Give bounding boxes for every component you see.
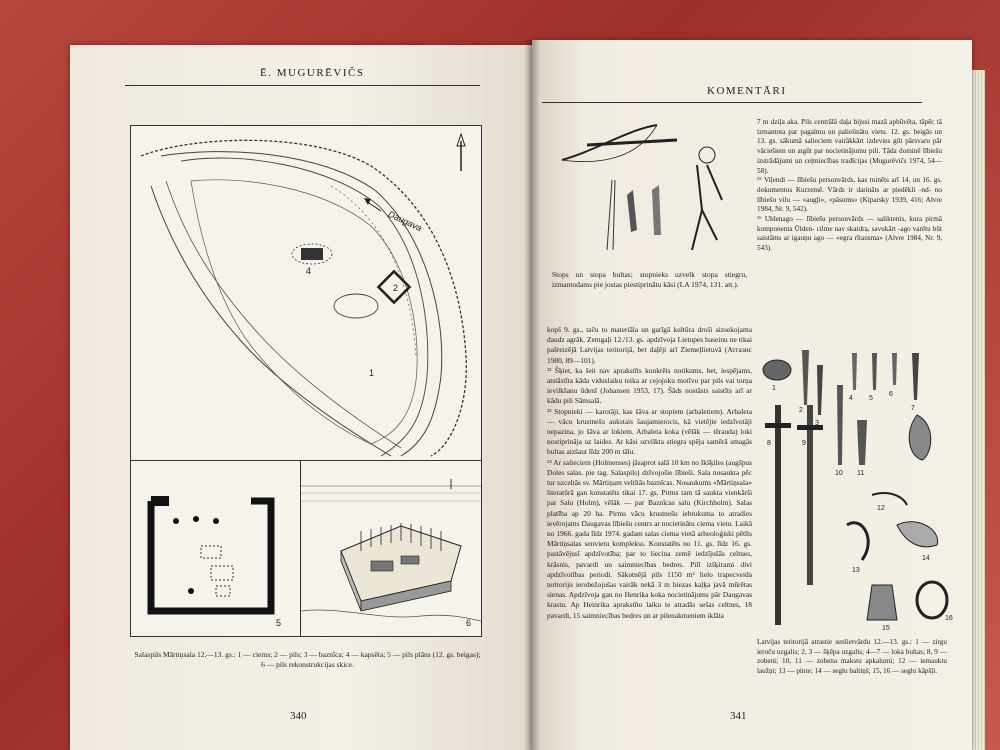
castle-reconstruction-drawing <box>301 461 481 636</box>
artifact-number-label: 9 <box>802 440 806 447</box>
running-head-left: Ē. MUGURĒVIČS <box>260 67 365 79</box>
artifact-number-label: 16 <box>945 615 953 622</box>
header-rule-right <box>542 102 922 103</box>
artifact-number-label: 7 <box>911 405 915 412</box>
site-map-figure <box>130 125 482 462</box>
artifact-number-label: 14 <box>922 555 930 562</box>
left-figure-caption <box>120 650 495 670</box>
artifacts-drawing <box>757 345 957 635</box>
artifact-number-label: 11 <box>857 470 865 477</box>
notes-column-top: 7 m dziļa aka. Pils centrālā daļa bijusi mazā apbūvēta, tāpēc tā izmantota par pagalmu un palielinātu vietu. 12. gs. beigās un 13. gs. sākumā salieciem vairākkārt izdevies gūt pārsvaru pār vāciešiem un atgūt par nocietinājumu pili. Tāda dominē lībiešu izstrādājumi un ceļmiecības tradīcijas (Mugurēvičs 1974, 54—58). ¹⁵ Viļendi — lībiešu personvārds, kas minēts arī 14. un 16. gs. dokumentos Kurzemē. Vārds ir darināts ar piedēkli -nd- no lībiešu vilu — «augļi», «pāsums» (Kiparsky 1939, 416; Alvre 1984, Nr. 9, 542). ¹⁶ Uldenago — lībiešu personvārds — saliktenis, kura pirmā komponenta Ūlden- cilme nav skaidra, savukārt -ago varētu būt saistāms ar igauņu ago — «egra rītausma» (Alvre 1984, Nr. 9, 543). <box>757 118 942 253</box>
artifact-number-label: 4 <box>849 395 853 402</box>
artifact-number-label: 1 <box>772 385 776 392</box>
crossbow-caption: Stops un stopa bultas; stopnieks uzvelk stopa stiegru, izmantodams pie jostas piestiprinātu kāsi (LA 1974, 131. att.). <box>552 270 747 289</box>
artifact-number-label: 12 <box>877 505 885 512</box>
caption-line-1: Salaspils Mārtiņsala 12.—13. gs.: 1 — ciems; 2 — pils; 3 — baznīca; 4 — kapsēta; 5 — pils plāns (12. gs. beigas); <box>134 650 481 659</box>
map-label-5: 5 <box>276 618 282 628</box>
page-number-left: 340 <box>290 710 307 722</box>
artifacts-caption: Latvijas teritorijā atrastie senlietvārdu 12.—13. gs.: 1 — zirgu ieroču uzgalis; 2, 3 — šķēpa uzgalis; 4—7 — loka bultas; 8, 9 — zobeni; 10, 11 — zobena makstu apkalumi; 12 — iemauktu laužņi; 13 — pinte; 14 — seglu baltiņš; 15, 16 — seglu kāpšļi. <box>757 638 947 676</box>
map-label-1: 1 <box>369 368 375 378</box>
artifacts-figure <box>757 345 957 635</box>
commentary-text-column: kopš 9. gs., taču to materiāla un garīgā kultūra droši aizsekojama daudz agrāk. Zemgaļi 12./13. gs. apdzīvoja Lietupes baseinu ne tikai pašreizējā Latvijas teritorijā, bet daļēji arī Ziemeļlietuvā (Атгазис 1980, 89—101). ²² Šķiet, ka šeit nav aprakstīts konkrēts notikums, bet, iespējams, atstāstīta kāda viduslaiku teika ar cejojoku motīvu par pils vai torņa ievilkšanu ūdenī (Johansen 1953, 17). Šāds nostāsts saistīts arī ar kādu pili Sāmsalā. ²³ Stopnieki — karotāji, kas šāva ar stopiem (arbaletiem). Arbaleta — vācu krustnešu aukstais šaujamierocis, kā vietējie iedzīvotāji nepazina, jo šāva ar lokiem. Arbaleta koka (vēlāk — tērauda) loki nostiprināja uz laides. Ar kāsi uzvilkta stiegra spēja samērā smagās bultas aizšaut līdz 200 m tālu. ²⁴ Ar salieciem (Holmenses) jāsaprot salā 10 km no Ikšķiles (augšpus Doles salas, pie tag. Salaspils) dzīvojošie lībieši. Sala nosaukta pēc tur uzceltās sv. Mārtiņam veltītās baznīcas. Nosaukums «Mārtiņsala» literatūrā gan konstatēts tikai 17. gs. Pirms tam tā saukta vienkārši par Salu (Holm), vēlāk — par Baznīcas salu (Kirchholm). Salas platība ap 20 ha. Pirms vācu krustnešu iebrukuma to atradies ievērojams Daugavas lībiešu centrs ar nocietinātu ciema vietu. Laikā no 1966. gada līdz 1974. gadam salas ciema vietā arheoloģiski pētīts Mārtiņsalas senvietu komplekss. Konstatēts no 11. gs. līdz 16. gs. pastāvējusī apdzīvotība; par to liecina zemē iedzījušās celtnes, krāsnis, pavardi un saimniecības bedres. Pilī izšķirami divi apdzīvotības periodi. Sākotnējā pils 1150 m² lielo trapecveida teritoriju ierobežojušas vairāk nekā 3 m biezas kaļķa javā mūrētas sienas. Apdzīvoja gan no Henrika koka nocietinājums pār Daugavas krastu. Ap Heinrika aprakstīto laiku te atradās sešas celtnes, 18 pavardi, 15 saimniecības bedres un ar pilenakmeniem iklāta <box>547 325 752 620</box>
site-map-drawing <box>131 126 481 461</box>
caption-line-2: 6 — pils rekonstrukcijas skice. <box>261 660 354 669</box>
artifact-number-label: 3 <box>815 420 819 427</box>
artifact-number-label: 6 <box>889 391 893 398</box>
artifact-number-label: 15 <box>882 625 890 632</box>
castle-plan-figure <box>130 460 302 637</box>
book-gutter <box>524 40 540 750</box>
crossbow-drawing <box>557 120 742 270</box>
castle-plan-drawing <box>131 461 301 636</box>
map-label-4: 4 <box>306 266 312 276</box>
artifact-number-label: 8 <box>767 440 771 447</box>
castle-reconstruction-figure <box>300 460 482 637</box>
right-page <box>532 40 972 750</box>
page-number-right: 341 <box>730 710 747 722</box>
artifact-number-label: 5 <box>869 395 873 402</box>
crossbow-figure <box>557 120 742 270</box>
artifact-number-label: 10 <box>835 470 843 477</box>
artifact-number-label: 13 <box>852 567 860 574</box>
map-label-2: 2 <box>393 283 399 293</box>
artifact-number-label: 2 <box>799 407 803 414</box>
map-label-6: 6 <box>466 618 472 628</box>
running-head-right: KOMENTĀRI <box>707 85 787 97</box>
river-label: Daugava <box>386 208 424 234</box>
header-rule-left <box>125 85 480 86</box>
left-page <box>70 45 532 750</box>
